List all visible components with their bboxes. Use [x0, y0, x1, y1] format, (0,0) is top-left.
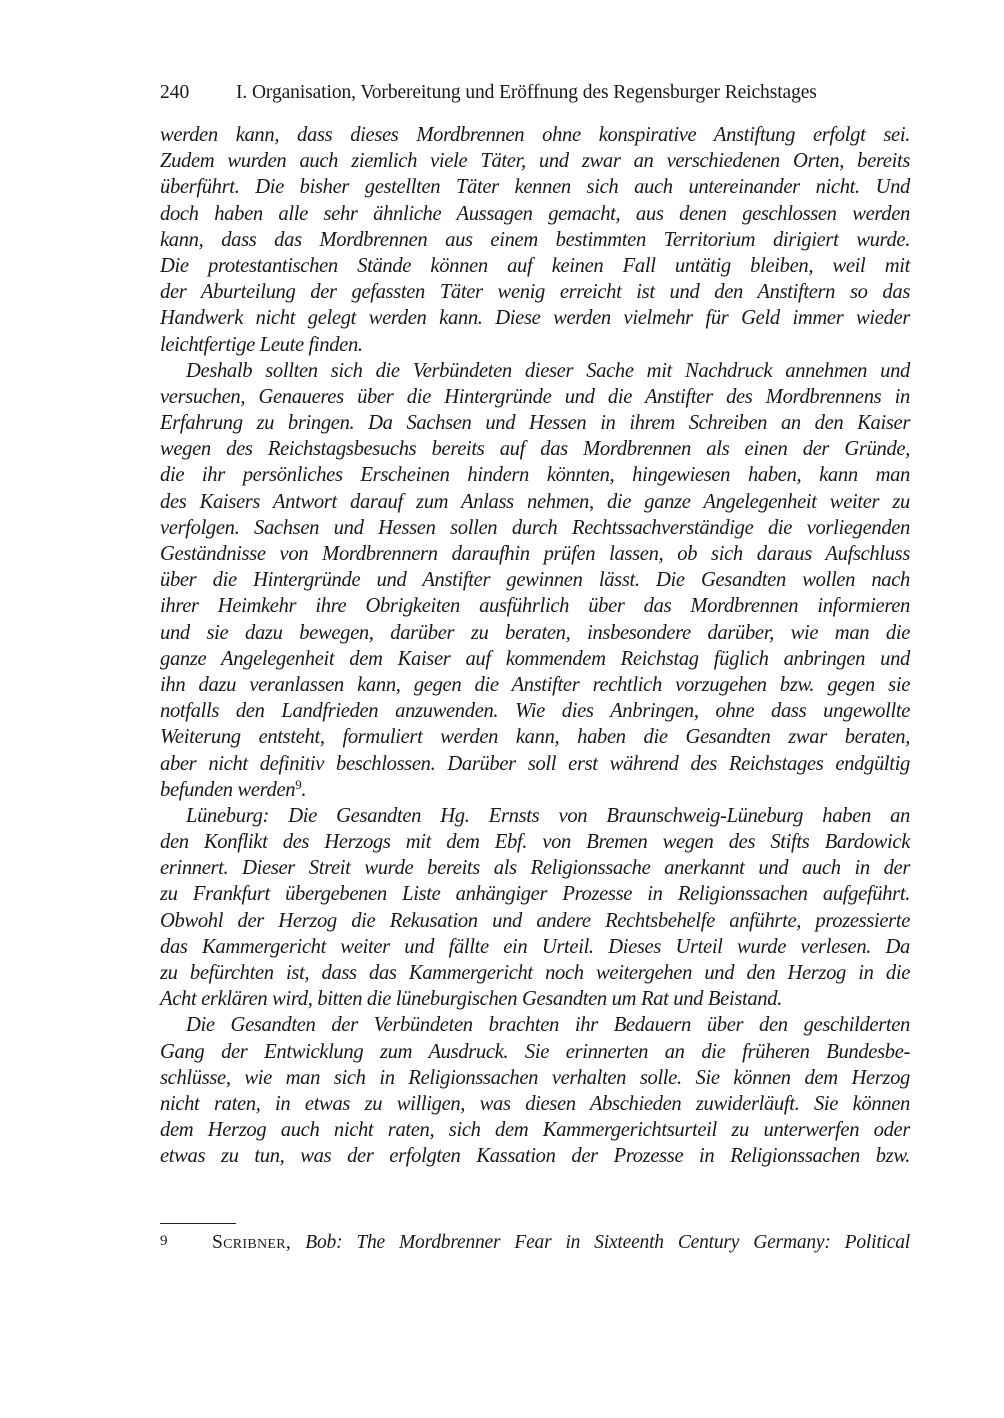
footnote-number: 9	[160, 1233, 168, 1249]
footnote-text: Bob: The Mordbrenner Fear in Sixteenth Century Germany: Political	[305, 1232, 910, 1253]
text-line: Gang der Entwicklung zum Ausdruck. Sie erinnerten an die früheren Bundesbe-	[160, 1040, 910, 1063]
text-line: Die protestantischen Stände können auf keinen Fall untätig bleiben, weil mit	[160, 254, 910, 277]
text-line: überführt. Die bisher gestellten Täter kennen sich auch untereinander nicht. Und	[160, 176, 910, 199]
text-line: versuchen, Genaueres über die Hintergründe und die Anstifter des Mordbrennens in	[160, 385, 910, 408]
text-line: ihn dazu veranlassen kann, gegen die Anstifter rechtlich vorzugehen bzw. gegen sie	[160, 673, 910, 696]
text-line: dem Herzog auch nicht raten, sich dem Kammergerichtsurteil zu unterwerfen oder	[160, 1119, 910, 1142]
text-line: nicht raten, in etwas zu willigen, was diesen Abschieden zuwiderläuft. Sie können	[160, 1092, 910, 1115]
text-line: Zudem wurden auch ziemlich viele Täter, und zwar an verschiedenen Orten, bereits	[160, 150, 910, 173]
text-line: verfolgen. Sachsen und Hessen sollen durch Rechtssachverständige die vorliegenden	[160, 516, 910, 539]
text-line: etwas zu tun, was der erfolgten Kassation der Prozesse in Religionssachen bzw.	[160, 1145, 910, 1168]
text-line: erinnert. Dieser Streit wurde bereits als Religionssache anerkannt und auch in der	[160, 857, 910, 880]
document-page	[160, 76, 910, 1170]
text-line: Die Gesandten der Verbündeten brachten ihr Bedauern über den geschilderten	[186, 1014, 910, 1037]
text-line: wegen des Reichstagsbesuchs bereits auf das Mordbrennen als einen der Gründe,	[160, 438, 910, 461]
text-line: schlüsse, wie man sich in Religionssachen verhalten solle. Sie können dem Herzog	[160, 1066, 910, 1089]
text-line: aber nicht definitiv beschlossen. Darüber soll erst während des Reichstages endgültig	[160, 752, 910, 775]
text-line: ihrer Heimkehr ihre Obrigkeiten ausführlich über das Mordbrennen informieren	[160, 595, 910, 618]
text-line: das Kammergericht weiter und fällte ein Urteil. Dieses Urteil wurde verlesen. Da	[160, 935, 910, 958]
text-line: ganze Angelegenheit dem Kaiser auf kommendem Reichstag füglich anbringen und	[160, 647, 910, 670]
text-line: Geständnisse von Mordbrennern daraufhin prüfen lassen, ob sich daraus Aufschluss	[160, 543, 910, 565]
text-line: über die Hintergründe und Anstifter gewinnen lässt. Die Gesandten wollen nach	[160, 569, 910, 592]
text-line: Deshalb sollten sich die Verbündeten dieser Sache mit Nachdruck annehmen und	[186, 359, 910, 382]
text-line: kann, dass das Mordbrennen aus einem bestimmten Territorium dirigiert wurde.	[160, 228, 910, 251]
text-line: werden kann, dass dieses Mordbrennen ohne konspirative Anstiftung erfolgt sei.	[160, 124, 910, 146]
text-line: und sie dazu bewegen, darüber zu beraten, insbesondere darüber, wie man die	[160, 621, 910, 644]
text-line: Handwerk nicht gelegt werden kann. Diese werden vielmehr für Geld immer wieder	[160, 307, 910, 330]
running-header	[160, 76, 910, 110]
footnote-reference[interactable]: 9	[295, 776, 302, 792]
text-line: leichtfertige Leute finden.	[160, 333, 363, 356]
text-line: den Konflikt des Herzogs mit dem Ebf. von Bremen wegen des Stifts Bardowick	[160, 831, 910, 854]
text-line: zu befürchten ist, dass das Kammergericht noch weitergehen und den Herzog in die	[160, 962, 910, 984]
text-line-with-footnote	[160, 777, 910, 803]
running-title: I. Organisation, Vorbereitung und Eröffnung des Regensburger Reichstages	[236, 82, 817, 103]
text-line: Obwohl der Herzog die Rekusation und andere Rechtsbehelfe anführte, prozessierte	[160, 909, 910, 932]
text-line: doch haben alle sehr ähnliche Aussagen gemacht, aus denen geschlossen werden	[160, 202, 910, 225]
text-line: Erfahrung zu bringen. Da Sachsen und Hessen in ihrem Schreiben an den Kaiser	[160, 412, 910, 435]
text-line: Acht erklären wird, bitten die lüneburgischen Gesandten um Rat und Beistand.	[160, 988, 782, 1011]
text-line: notfalls den Landfrieden anzuwenden. Wie dies Anbringen, ohne dass ungewollte	[160, 700, 910, 723]
text-line: die ihr persönliches Erscheinen hindern könnten, hingewiesen haben, kann man	[160, 464, 910, 487]
text-line: zu Frankfurt übergebenen Liste anhängiger Prozesse in Religionssachen aufgeführt.	[160, 883, 910, 906]
text-line: Lüneburg: Die Gesandten Hg. Ernsts von Braunschweig-Lüneburg haben an	[186, 804, 910, 827]
footnote-author: Scribner,	[212, 1232, 292, 1253]
text-line: befunden werden	[160, 778, 296, 801]
text-line: der Aburteilung der gefassten Täter wenig erreicht ist und den Anstiftern so das	[160, 281, 910, 304]
footnote	[160, 1228, 910, 1256]
text-line: des Kaisers Antwort darauf zum Anlass nehmen, die ganze Angelegenheit weiter zu	[160, 490, 910, 513]
page-number: 240	[160, 82, 190, 103]
body-text	[160, 122, 910, 1170]
footnote-divider	[160, 1223, 236, 1224]
sentence-end: .	[301, 778, 307, 801]
text-line: Weiterung entsteht, formuliert werden kann, haben die Gesandten zwar beraten,	[160, 726, 910, 749]
